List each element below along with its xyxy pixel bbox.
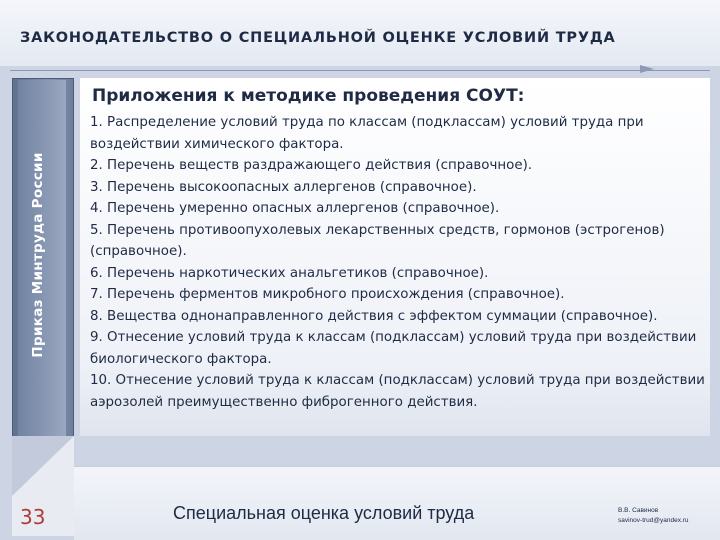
author-email: savinov-trud@yandex.ru bbox=[618, 517, 689, 524]
section-subtitle: Приложения к методике проведения СОУТ: bbox=[92, 86, 525, 106]
list-item: 6. Перечень наркотических анальгетиков (справочное). bbox=[90, 265, 489, 281]
list-item: 4. Перечень умеренно опасных аллергенов (справочное). bbox=[90, 201, 500, 216]
footer-title: Специальная оценка условий труда bbox=[173, 503, 475, 523]
list-item: 5. Перечень противоопухолевых лекарственных средств, гормонов (эстрогенов) (справочное). bbox=[90, 222, 665, 259]
author-name: В.В. Савинов bbox=[618, 507, 659, 514]
list-item: 1. Распределение условий труда по классам (подклассам) условий труда при воздействии химического фактора. bbox=[90, 115, 644, 152]
author-info bbox=[618, 506, 689, 526]
list-item: 8. Вещества однонаправленного действия с эффектом суммации (справочное). bbox=[90, 308, 658, 324]
list-item: 7. Перечень ферментов микробного происхождения (справочное). bbox=[90, 287, 565, 302]
list-item: 3. Перечень высокоопасных аллергенов (справочное). bbox=[90, 179, 477, 195]
corner-triangle-icon bbox=[12, 436, 74, 496]
side-label: Приказ Минтруда России bbox=[30, 152, 46, 358]
list-item: 10. Отнесение условий труда к классам (подклассам) условий труда при воздействии аэрозолей преимущественно фиброгенного действия. bbox=[90, 373, 705, 410]
slide-title: ЗАКОНОДАТЕЛЬСТВО О СПЕЦИАЛЬНОЙ ОЦЕНКЕ УСЛОВИЙ ТРУДА bbox=[20, 30, 616, 46]
arrow-icon bbox=[640, 65, 654, 73]
list-item: 2. Перечень веществ раздражающего действия (справочное). bbox=[90, 158, 533, 173]
page-number: 33 bbox=[20, 505, 46, 529]
footer-divider bbox=[74, 466, 720, 467]
list-item: 9. Отнесение условий труда к классам (подклассам) условий труда при воздействии биологического фактора. bbox=[90, 330, 697, 367]
appendix-list bbox=[90, 112, 706, 413]
title-divider bbox=[10, 70, 710, 71]
